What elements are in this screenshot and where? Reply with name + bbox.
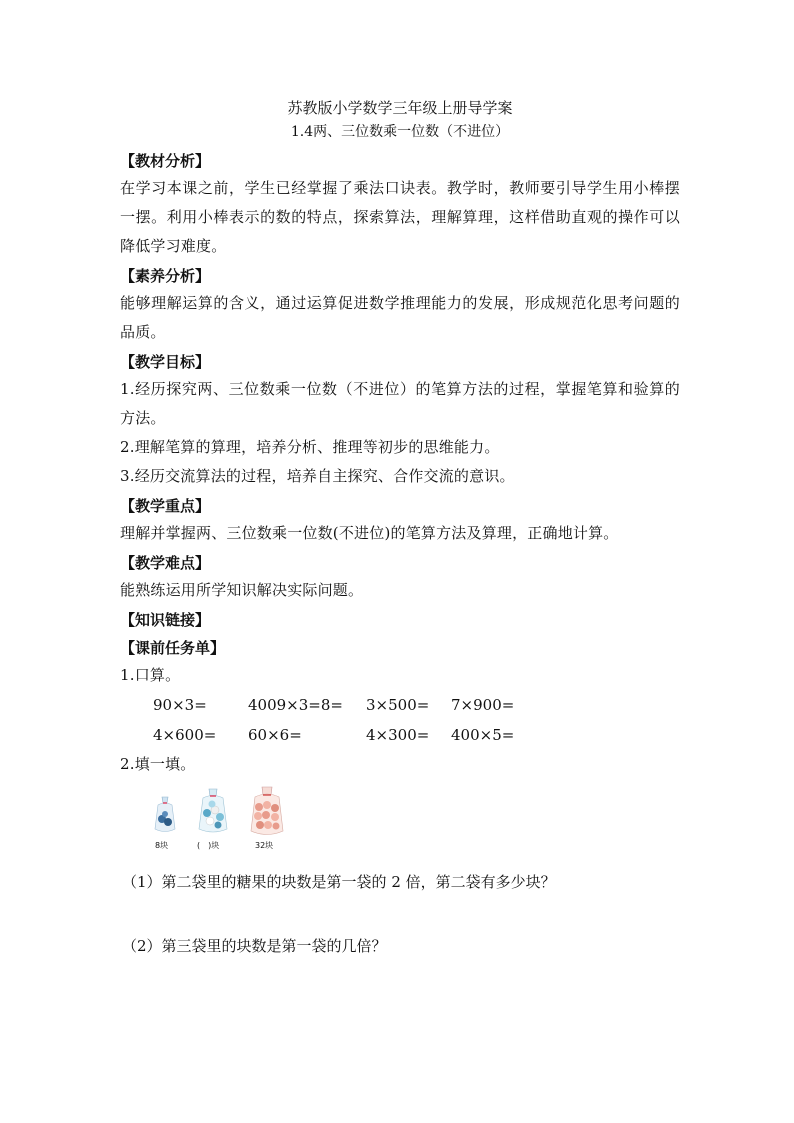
calc-item: 400×5= xyxy=(451,726,515,744)
candy-bag-medium-icon xyxy=(195,787,231,835)
candy-bags-figure xyxy=(150,785,680,865)
key-heading: 【教学重点】 xyxy=(120,497,211,515)
literacy-text: 能够理解运算的含义，通过运算促进数学推理能力的发展，形成规范化思考问题的品质。 xyxy=(120,294,680,341)
task-heading: 【课前任务单】 xyxy=(120,639,226,657)
analysis-text: 在学习本课之前，学生已经掌握了乘法口诀表。教学时，教师要引导学生用小棒摆一摆。利用小棒表示的数的特点，探索算法，理解算理，这样借助直观的操作可以降低学习难度。 xyxy=(120,179,680,255)
bag3-label: 32块 xyxy=(255,841,274,850)
calc-item: 3×500= xyxy=(366,696,430,714)
question-2: （2）第三袋里的块数是第一袋的几倍？ xyxy=(122,937,387,955)
candy-bag-small-icon xyxy=(150,795,180,835)
goal-2: 2.理解笔算的算理，培养分析、推理等初步的思维能力。 xyxy=(120,438,500,456)
calc-item: 7×900= xyxy=(451,696,515,714)
calc-item: 60×6= xyxy=(248,726,302,744)
analysis-heading: 【教材分析】 xyxy=(120,152,211,170)
page-title: 苏教版小学数学三年级上册导学案 xyxy=(287,99,513,117)
candy-bag-large-icon xyxy=(247,785,287,837)
question-1: （1）第二袋里的糖果的块数是第一袋的 2 倍，第二袋有多少块？ xyxy=(122,873,556,891)
calc-item: 4×300= xyxy=(366,726,430,744)
goal-3: 3.经历交流算法的过程，培养自主探究、合作交流的意识。 xyxy=(120,467,515,485)
lesson-subtitle: 1.4两、三位数乘一位数（不进位） xyxy=(290,124,510,140)
bag2-label: ( )块 xyxy=(197,841,220,850)
key-text: 理解并掌握两、三位数乘一位数(不进位)的笔算方法及算理，正确地计算。 xyxy=(120,524,619,542)
calc-item: 4009×3=8= xyxy=(248,696,343,714)
calc-item: 90×3= xyxy=(153,696,207,714)
calc-item: 4×600= xyxy=(153,726,217,744)
goals-heading: 【教学目标】 xyxy=(120,353,211,371)
calc-row-1 xyxy=(120,690,680,720)
task2-label: 2.填一填。 xyxy=(120,755,196,773)
goal-1: 1.经历探究两、三位数乘一位数（不进位）的笔算方法的过程，掌握笔算和验算的方法。 xyxy=(120,380,680,427)
literacy-heading: 【素养分析】 xyxy=(120,267,211,285)
worksheet-page xyxy=(120,96,680,961)
calc-row-2 xyxy=(120,720,680,750)
bag1-label: 8块 xyxy=(155,841,169,850)
difficulty-heading: 【教学难点】 xyxy=(120,554,211,572)
task1-label: 1.口算。 xyxy=(120,666,181,684)
link-heading: 【知识链接】 xyxy=(120,611,211,629)
difficulty-text: 能熟练运用所学知识解决实际问题。 xyxy=(120,581,364,599)
